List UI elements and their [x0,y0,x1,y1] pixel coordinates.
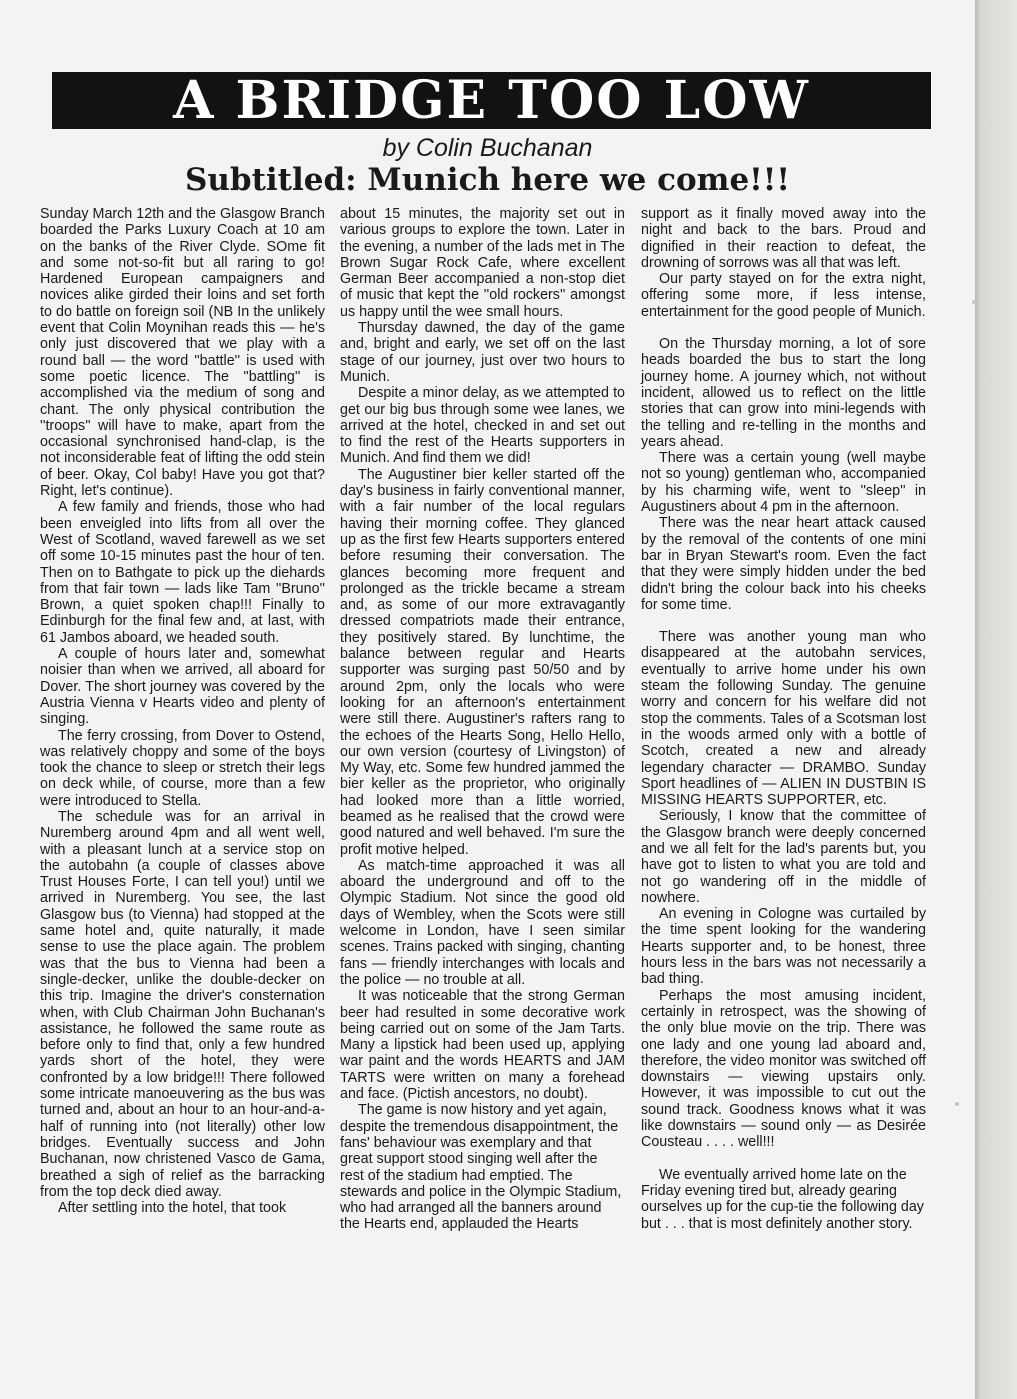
paragraph: After settling into the hotel, that took [58,1200,287,1217]
paragraph: The Augustiner bier keller started off the day's business in fairly conventional manner, with a fair number of the local regulars having their morning coffee. They glanced up as the first few Hearts supporters entered before resuming their conversation. The glances becoming more frequent and prolonged as the trickle became a stream and, as some of our more extravagantly dressed compatriots made their entrance, they positively stared. By lunchtime, the balance between regular and Hearts supporter was surging past 50/50 and by around 2pm, only the locals who were looking for an afternoon's entertainment were still there. Augustiner's rafters rang to the echoes of the Hearts Song, Hello Hello, our own version (courtesy of Livingston) of My Way, etc. Some few hundred jammed the bier keller as the proprietor, who originally had looked more than a little worried, beamed as he realised that the crowd were good natured and well behaved. I'm sure the profit motive helped. [340,466,625,858]
paragraph: The schedule was for an arrival in Nuremberg around 4pm and all went well, with a pleasant lunch at a service stop on the autobahn (a couple of classes above Trust Houses Forte, I can tell you!) until we arrived in Nuremberg. You see, the last Glasgow bus (to Vienna) had stopped at the same hotel and, quite naturally, it made sense to use the place again. The problem was that the bus to Vienna had been a single-decker, unlike the double-decker on this trip. Imagine the driver's consternation when, with Club Chairman John Buchanan's assistance, he followed the same route as before only to find that, only a few hundred yards short of the hotel, they were confronted by a low bridge!!! There followed some intricate manoeuvering as the bus was turned and, about an hour to an hour-and-a-half of running into (not literally) other low bridges. Eventually success and John Buchanan, now christened Vasco de Gama, breathed a sigh of relief as the barracking from the top deck died away. [40,808,325,1200]
paragraph: The game is now history and yet again, despite the tremendous disappointment, the fans' behaviour was exemplary and that great support stood singing well after the rest of the stadium had emptied. The stewards and police in the Olympic Stadium, who had arranged all the banners around the Hearts end, applauded the Hearts [340,1102,622,1233]
paragraph: There was a certain young (well maybe not so young) gentleman who, accompanied by his charming wife, went to ''sleep'' in Augustiners about 4 pm in the afternoon. [641,450,926,516]
paragraph: about 15 minutes, the majority set out in various groups to explore the town. Later in the evening, a number of the lads met in The Brown Sugar Rock Cafe, where excellent German Beer accompanied a non-stop diet of music that kept the ''old rockers'' amongst us happy until the wee small hours. [340,206,625,320]
article-column-3 [641,206,926,1232]
article-title-banner [52,69,931,131]
article-column-2 [340,206,625,1233]
paragraph: It was noticeable that the strong German beer had resulted in some decorative work being carried out on some of the Jam Tarts. Many a lipstick had been used up, applying war paint and the words HEARTS and JAM TARTS were written on many a forehead and face. (Pictish ancestors, no doubt). [340,988,625,1103]
paragraph: A few family and friends, those who had been enveigled into lifts from all over the West of Scotland, waved farewell as we set off some 10-15 minutes past the hour of ten. Then on to Bathgate to pick up the diehards from that fair town — lads like Tam ''Bruno'' Brown, a quiet spoken chap!!! Finally to Edinburgh for the final few and, at last, with 61 Jambos aboard, we headed south. [40,499,325,646]
article-column-1 [40,206,325,1216]
paragraph: support as it finally moved away into the night and back to the bars. Proud and dignified in their reaction to defeat, the drowning of sorrows was all that was left. [641,206,926,271]
paragraph: Seriously, I know that the committee of the Glasgow branch were deeply concerned and we all felt for the lad's parents but, you have got to listen to what you are told and not go wandering off in the middle of nowhere. [641,808,926,906]
paragraph: A couple of hours later and, somewhat noisier than when we arrived, all aboard for Dover. The short journey was covered by the Austria Vienna v Hearts video and plenty of singing. [40,646,325,728]
paragraph: An evening in Cologne was curtailed by the time spent looking for the wandering Hearts supporter and, to be honest, three hours less in the bars was not necessarily a bad thing. [641,906,926,988]
next-page-edge [975,0,1017,1399]
paragraph: There was the near heart attack caused by the removal of the contents of one mini bar in Bryan Stewart's room. Even the fact that they were simply hidden under the bed didn't bring the colour back into his cheeks for some time. [641,515,926,613]
page-mark [972,300,976,304]
paragraph: Despite a minor delay, as we attempted to get our big bus through some wee lanes, we arrived at the hotel, checked in and set out to find the rest of the Hearts supporters in Munich. And find them we did! [340,385,625,467]
paragraph: Perhaps the most amusing incident, certainly in retrospect, was the showing of the only blue movie on the trip. There was one lady and one young lad aboard and, therefore, the video monitor was switched off downstairs — viewing upstairs only. However, it was impossible to cut out the sound track. Goodness knows what it was like downstairs — sound only — as Desirée Cousteau . . . . well!!! [641,987,926,1151]
subtitle: Subtitled: Munich here we come!!! [184,162,790,198]
paragraph: On the Thursday morning, a lot of sore heads boarded the bus to start the long journey home. A journey which, not without incident, allowed us to reflect on the little stories that can grow into mini-legends with the telling and re-telling in the months and years ahead. [641,336,926,450]
page-mark [955,1102,959,1106]
paragraph: Thursday dawned, the day of the game and, bright and early, we set off on the last stage of our journey, just over two hours to Munich. [340,320,625,385]
paragraph: Sunday March 12th and the Glasgow Branch boarded the Parks Luxury Coach at 10 am on the banks of the River Clyde. SOme fit and some not-so-fit but all raring to go! Hardened European campaigners and novices alike girded their loins and set forth to do battle on foreign soil (NB In the unlikely event that Colin Moynihan reads this — he's only just discovered that we play with a round ball — the word ''battle'' is used with some poetic licence. The ''battling'' is accomplished via the medium of song and chant. The only physical contribution the ''troops'' will have to make, apart from the occasional synchronised hand-clap, is the not inconsiderable feat of lifting the odd stein of beer. Okay, Col baby! Have you got that? Right, let's continue). [40,206,325,500]
paragraph: Our party stayed on for the extra night, offering some more, if less intense, entertainment for the good people of Munich. [641,271,926,320]
paragraph: As match-time approached it was all aboard the underground and off to the Olympic Stadium. Not since the good old days of Wembley, when the Scots were still welcome in London, have I seen similar scenes. Trains packed with singing, chanting fans — friendly interchanges with locals and the police — no trouble at all. [340,857,625,988]
byline: by Colin Buchanan [382,134,593,162]
paragraph: We eventually arrived home late on the Friday evening tired but, already gearing ourselves up for the cup-tie the following day but . . . that is most definitely another story. [641,1166,924,1232]
paragraph: There was another young man who disappeared at the autobahn services, eventually to arrive home under his own steam the following Sunday. The genuine worry and concern for his welfare did not stop the comments. Tales of a Scotsman lost in the woods armed only with a bottle of Scotch, created a new and already legendary character — DRAMBO. Sunday Sport headlines of — ALIEN IN DUSTBIN IS MISSING HEARTS SUPPORTER, etc. [641,629,926,809]
paragraph: The ferry crossing, from Dover to Ostend, was relatively choppy and some of the boys took the chance to sleep or stretch their legs on deck while, of course, more than a few were introduced to Stella. [40,727,325,809]
article-title: A BRIDGE TOO LOW [173,69,810,131]
